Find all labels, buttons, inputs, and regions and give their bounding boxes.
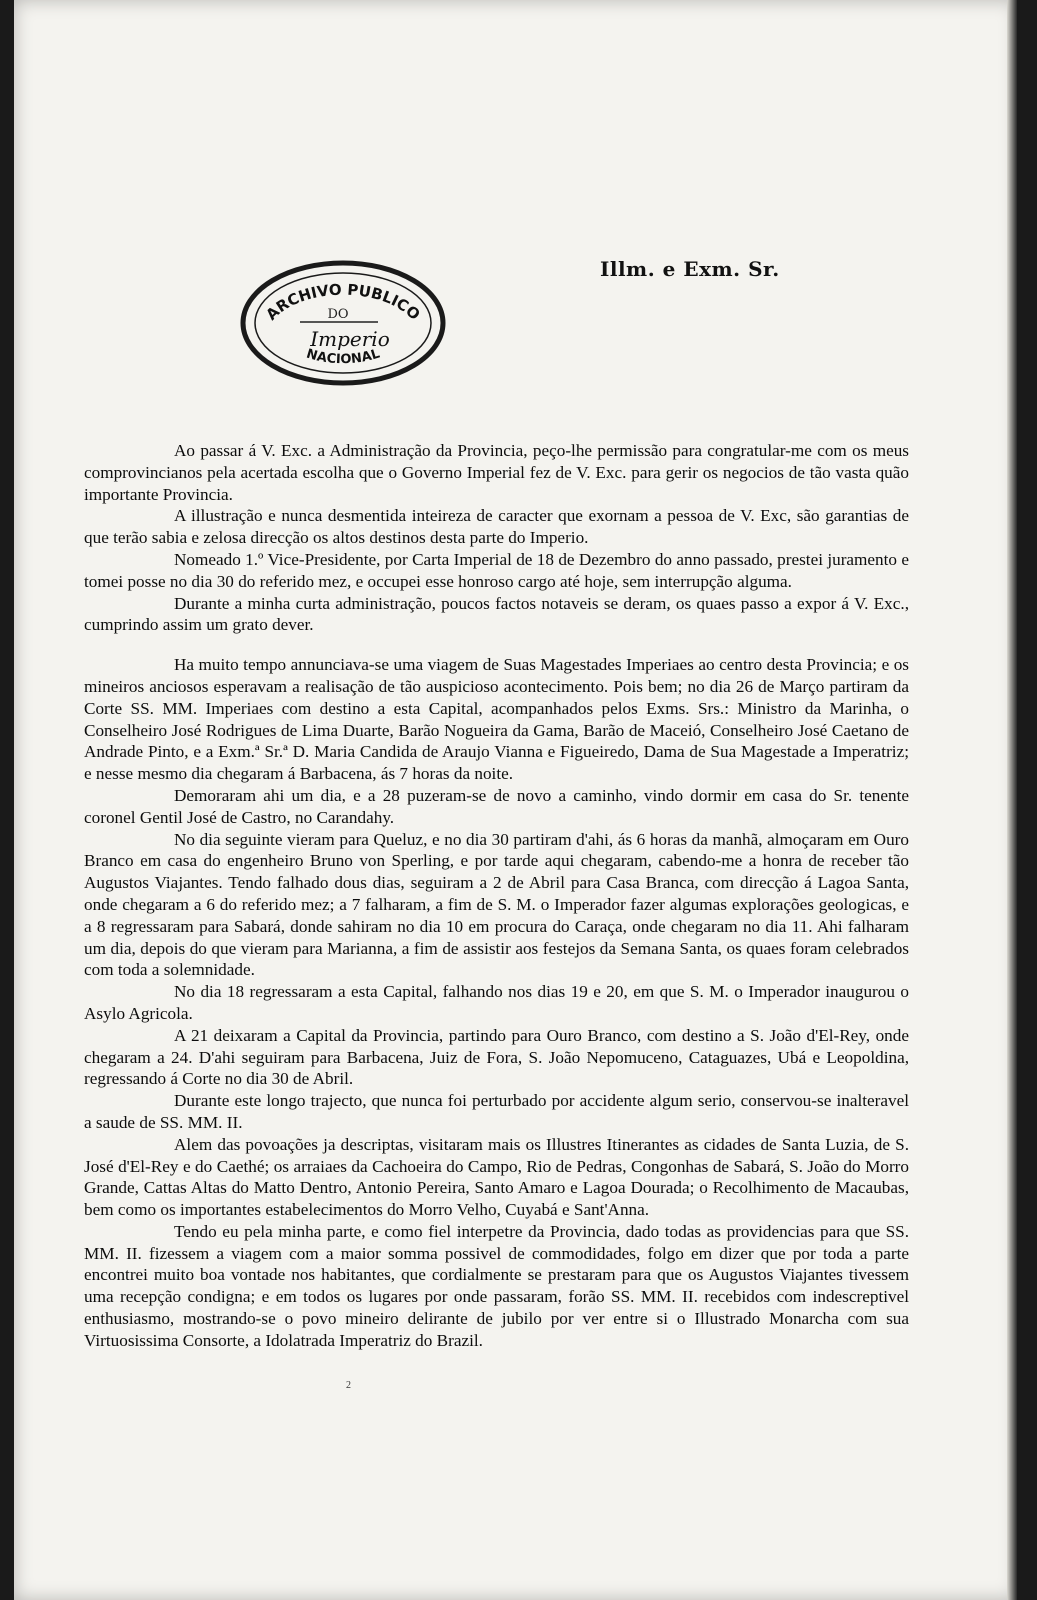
paragraph: Demoraram ahi um dia, e a 28 puzeram-se de novo a caminho, vindo dormir em casa do Sr. tenente coronel Gentil José de Castro, no Carandahy. bbox=[84, 785, 909, 827]
paragraph: No dia 18 regressaram a esta Capital, falhando nos dias 19 e 20, em que S. M. o Imperador inaugurou o Asylo Agricola. bbox=[84, 982, 909, 1023]
paragraph: Tendo eu pela minha parte, e como fiel interpetre da Provincia, dado todas as providencias para que SS. MM. II. fizessem a viagem com a maior somma possivel de commodidades, folgo em dizer que por toda a parte encontrei muito boa vontade nos habitantes, que cordialmente se prestaram para que os Augustos Viajantes tivessem uma recepção condigna; e em todos os lugares por onde passaram, forão SS. MM. II. recebidos com indescreptivel enthusiasmo, mostrando-se o povo mineiro delirante de jubilo por ver entre si o Illustrado Monarcha com sua Virtuosissima Consorte, a Idolatrada Imperatriz do Brazil. bbox=[84, 1221, 909, 1350]
page-edge-shadow bbox=[1007, 0, 1017, 1600]
stamp-top-text: ARCHIVO PUBLICO bbox=[262, 280, 424, 324]
letter-body bbox=[84, 440, 909, 1352]
salutation-heading: Illm. e Exm. Sr. bbox=[600, 257, 780, 281]
stamp-middle-text: DO bbox=[327, 307, 349, 322]
paragraph: Durante este longo trajecto, que nunca foi perturbado por accidente algum serio, conservou-se inalteravel a saude de SS. MM. II. bbox=[84, 1091, 909, 1132]
page-number: 2 bbox=[346, 1380, 351, 1391]
paragraph: Alem das povoações ja descriptas, visitaram mais os Illustres Itinerantes as cidades de Santa Luzia, de S. José d'El-Rey e do Caethé; os arraiaes da Cachoeira do Campo, Rio de Pedras, Congonhas de Sabará, S. João do Morro Grande, Cattas Altas do Matto Dentro, Antonio Pereira, Santo Amaro e Lagoa Dourada; o Recolhimento de Macaubas, bem como os importantes estabelecimentos do Morro Velho, Cuyabá e Sant'Anna. bbox=[84, 1134, 909, 1220]
paragraph: A 21 deixaram a Capital da Provincia, partindo para Ouro Branco, com destino a S. João d'El-Rey, onde chegaram a 24. D'ahi seguiram para Barbacena, Juiz de Fora, S. João Nepomuceno, Cataguazes, Ubá e Leopoldina, regressando á Corte no dia 30 de Abril. bbox=[84, 1025, 909, 1089]
paragraph: Ao passar á V. Exc. a Administração da Provincia, peço-lhe permissão para congratular-me com os meus comprovincianos pela acertada escolha que o Governo Imperial fez de V. Exc. para gerir os negocios de tão vasta quão importante Provincia. bbox=[84, 441, 909, 504]
paragraph: A illustração e nunca desmentida inteireza de caracter que exornam a pessoa de V. Exc, são garantias de que terão sabia e zelosa direcção os altos destinos desta parte do Imperio. bbox=[84, 506, 909, 548]
document-page bbox=[14, 0, 1017, 1600]
paragraph: Nomeado 1.º Vice-Presidente, por Carta Imperial de 18 de Dezembro do anno passado, prestei juramento e tomei posse no dia 30 do referido mez, e occupei esse honroso cargo até hoje, sem interrupção alguma. bbox=[84, 549, 909, 591]
archive-stamp bbox=[238, 258, 448, 388]
paragraph: No dia seguinte vieram para Queluz, e no dia 30 partiram d'ahi, ás 6 horas da manhã, almoçaram em Ouro Branco em casa do engenheiro Bruno von Sperling, e por tarde aqui chegaram, cabendo-me a honra de receber tão Augustos Viajantes. Tendo falhado dous dias, seguiram a 2 de Abril para Casa Branca, com direcção á Lagoa Santa, onde chegaram a 6 do referido mez; a 7 falharam, a fim de S. M. o Imperador fazer algumas explorações geologicas, e a 8 regressaram para Sabará, donde sahiram no dia 10 em procura do Caraça, onde chegaram no dia 11. Ahi falharam um dia, depois do que vieram para Marianna, a fim de assistir aos festejos da Semana Santa, os quaes foram celebrados com toda a solemnidade. bbox=[84, 829, 909, 980]
stamp-bottom-text: NACIONAL bbox=[304, 346, 382, 368]
paragraph: Ha muito tempo annunciava-se uma viagem de Suas Magestades Imperiaes ao centro desta Provincia; e os mineiros anciosos esperavam a realisação de tão auspicioso acontecimento. Pois bem; no dia 26 de Março partiram da Corte SS. MM. Imperiaes com destino a esta Capital, acompanhados pelos Exms. Srs.: Ministro da Marinha, o Conselheiro José Rodrigues de Lima Duarte, Barão Nogueira da Gama, Barão de Maceió, Conselheiro José Caetano de Andrade Pinto, e a Exm.ª Sr.ª D. Maria Candida de Araujo Vianna e Figueiredo, Dama de Sua Magestade a Imperatriz; e nesse mesmo dia chegaram á Barbacena, ás 7 horas da noite. bbox=[84, 655, 909, 784]
paragraph: Durante a minha curta administração, poucos factos notaveis se deram, os quaes passo a expor á V. Exc., cumprindo assim um grato dever. bbox=[84, 593, 909, 635]
stamp-script-text: Imperio bbox=[310, 327, 390, 351]
